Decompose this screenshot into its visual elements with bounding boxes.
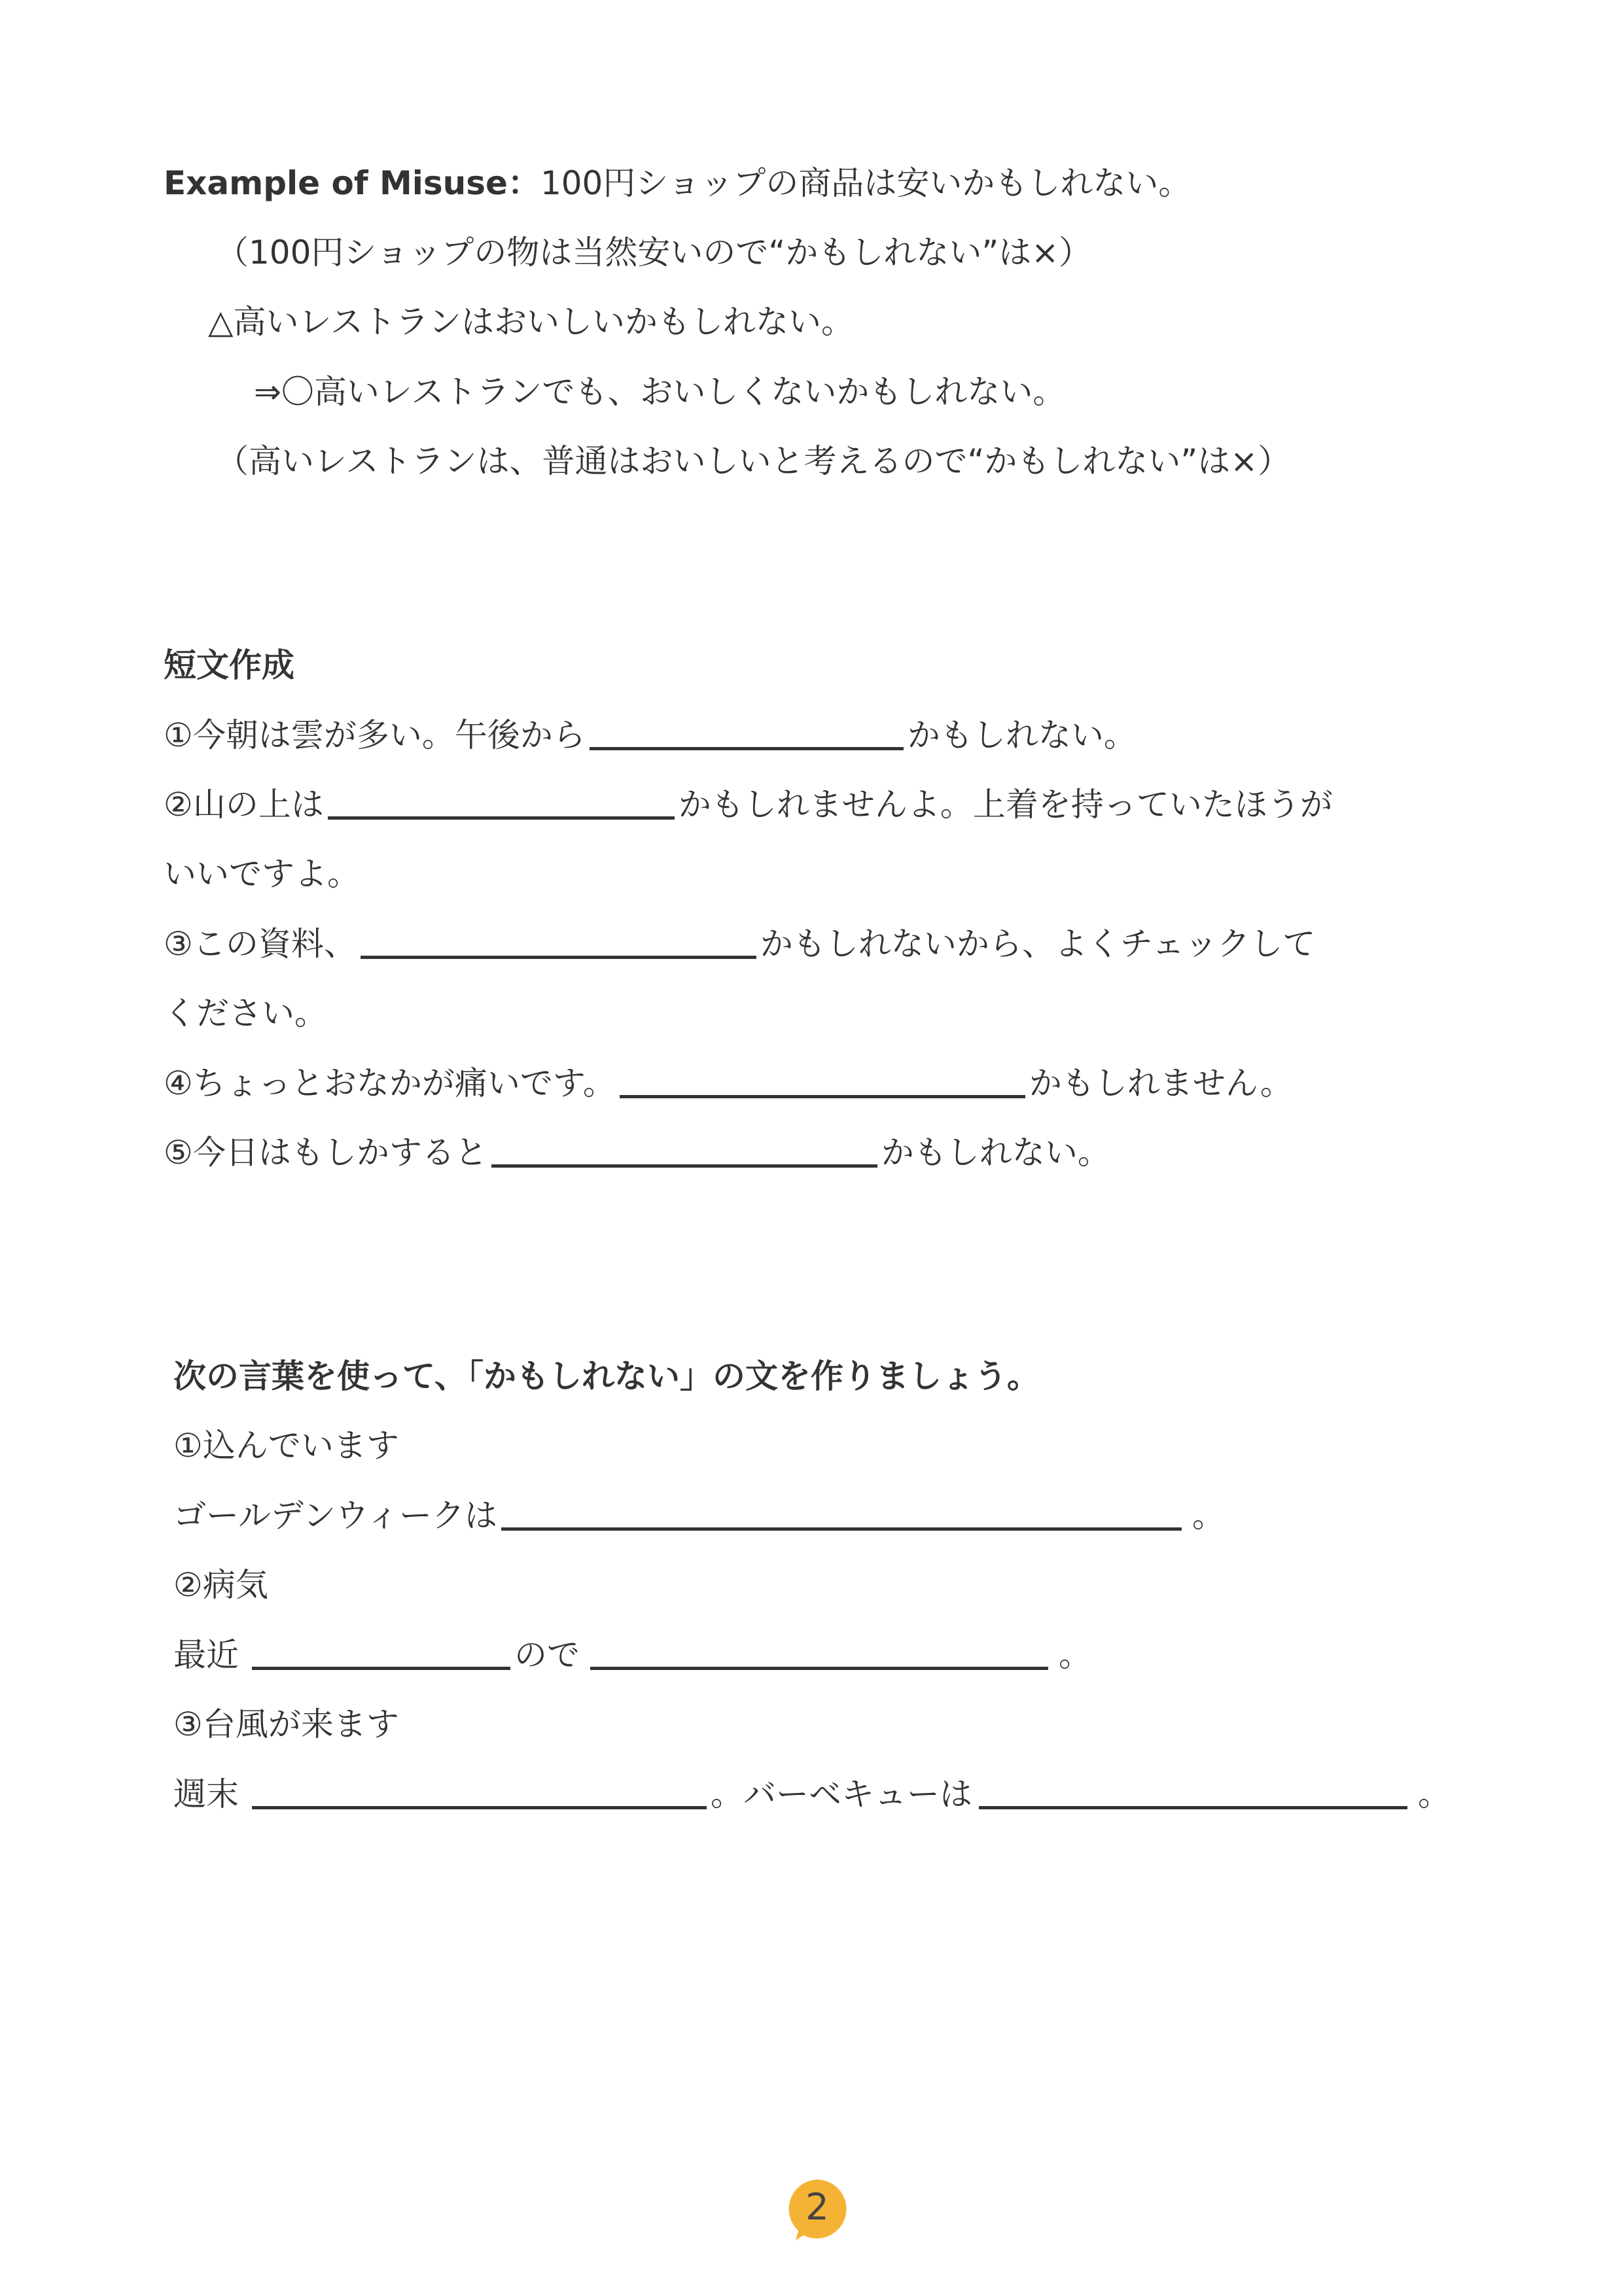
- word-exercise-1-prefix: ゴールデンウィークは: [173, 1497, 497, 1535]
- short-sentence-2-before: ②山の上は: [164, 786, 324, 824]
- word-exercise-3-prefix: 週末: [173, 1775, 239, 1813]
- word-exercise-2-prefix: 最近: [173, 1636, 239, 1674]
- answer-blank-3[interactable]: [361, 956, 756, 959]
- word-exercise-3-word: ③台風が来ます: [173, 1705, 399, 1743]
- word-blank-3a[interactable]: [252, 1806, 707, 1809]
- short-sentence-5: [164, 1132, 1110, 1174]
- short-sentence-3-before: ③この資料、: [164, 925, 357, 963]
- answer-blank-5[interactable]: [491, 1164, 877, 1168]
- word-blank-2b[interactable]: [590, 1667, 1048, 1670]
- answer-blank-4[interactable]: [620, 1095, 1025, 1098]
- short-sentence-3-after: かもしれないから、よくチェックして: [760, 925, 1316, 963]
- word-exercise-3-end: 。: [1418, 1775, 1451, 1813]
- word-exercise-2-word: ②病気: [173, 1566, 268, 1604]
- answer-blank-1[interactable]: [590, 747, 904, 750]
- misuse-label: Example of Misuse：: [164, 164, 540, 202]
- misuse-line-1: [164, 162, 1191, 204]
- short-sentence-3-continuation: ください。: [164, 994, 327, 1032]
- word-exercise-2-middle: ので: [514, 1636, 580, 1674]
- short-sentence-1-after: かもしれない。: [907, 716, 1137, 754]
- answer-blank-2[interactable]: [328, 816, 675, 820]
- short-sentences-heading: 短文作成: [164, 646, 294, 684]
- misuse-example-2: △高いレストランはおいしいかもしれない。: [208, 303, 854, 341]
- short-sentence-4-before: ④ちょっとおなかが痛いです。: [164, 1064, 616, 1102]
- short-sentence-4-after: かもしれません。: [1029, 1064, 1293, 1102]
- short-sentence-2: [164, 784, 1333, 826]
- short-sentence-3: [164, 923, 1315, 965]
- word-exercise-2-sentence: [173, 1634, 1091, 1676]
- word-blank-2a[interactable]: [252, 1667, 510, 1670]
- word-exercise-1-end: 。: [1192, 1497, 1225, 1535]
- word-exercise-1-sentence: [173, 1495, 1225, 1537]
- short-sentence-4: [164, 1062, 1293, 1104]
- page-number: 2: [805, 2186, 829, 2229]
- misuse-correction: ⇒〇高いレストランでも、おいしくないかもしれない。: [254, 373, 1066, 411]
- short-sentence-5-after: かもしれない。: [881, 1134, 1110, 1172]
- word-exercise-heading: 次の言葉を使って、「かもしれない」の文を作りましょう。: [173, 1357, 1040, 1395]
- word-blank-1[interactable]: [501, 1527, 1182, 1531]
- misuse-example-1: 100円ショップの商品は安いかもしれない。: [540, 164, 1192, 202]
- short-sentence-2-continuation: いいですよ。: [164, 855, 360, 893]
- misuse-note-1: （100円ショップの物は当然安いので“かもしれない”は×）: [216, 234, 1092, 271]
- misuse-note-2: （高いレストランは、普通はおいしいと考えるので“かもしれない”は×）: [216, 442, 1291, 480]
- short-sentence-1: [164, 714, 1137, 756]
- word-exercise-3-middle: 。バーベキューは: [711, 1775, 972, 1813]
- word-exercise-2-end: 。: [1059, 1636, 1091, 1674]
- short-sentence-1-before: ①今朝は雲が多い。午後から: [164, 716, 586, 754]
- short-sentence-2-after: かもしれませんよ。上着を持っていたほうが: [678, 786, 1333, 824]
- word-blank-3b[interactable]: [979, 1806, 1407, 1809]
- word-exercise-3-sentence: [173, 1773, 1451, 1815]
- short-sentence-5-before: ⑤今日はもしかすると: [164, 1134, 487, 1172]
- word-exercise-1-word: ①込んでいます: [173, 1427, 399, 1465]
